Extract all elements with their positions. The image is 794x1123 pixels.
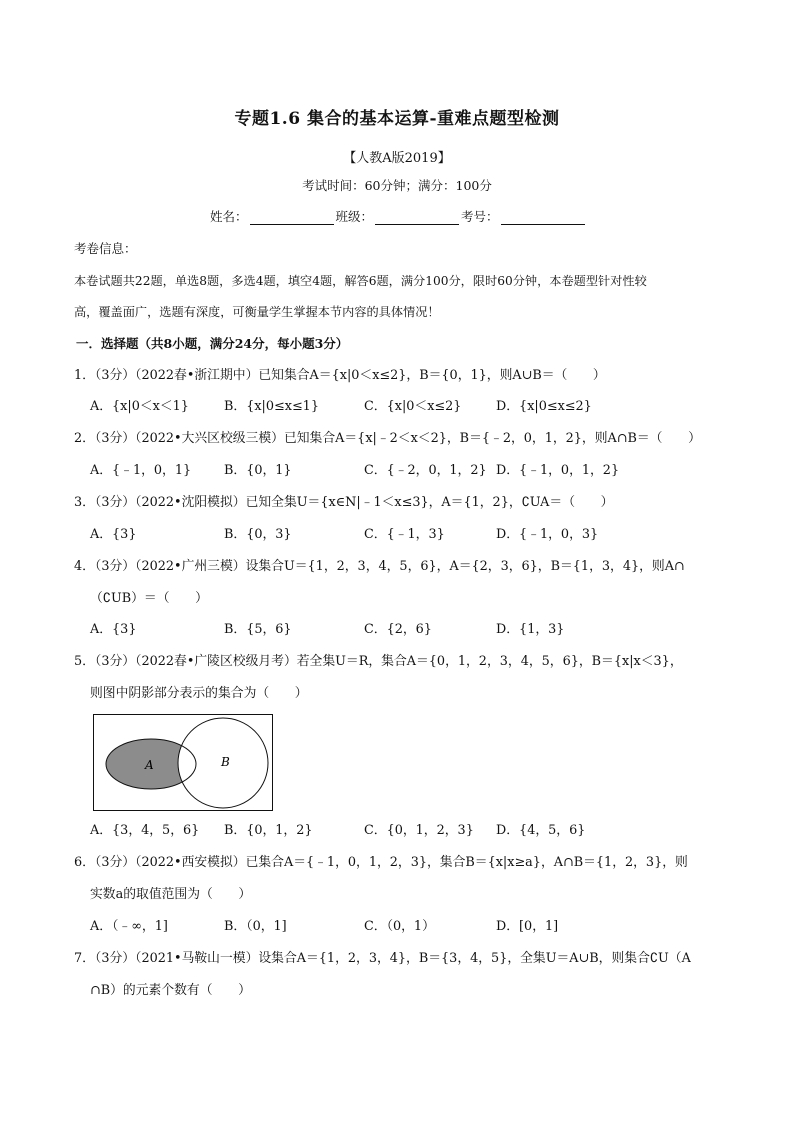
- question-stem: 5．（3分）（2022春•广陵区校级月考）若全集U＝R，集合A＝{0，1，2，3，4，5，6}，B＝{x|x＜3}，: [74, 654, 683, 669]
- question-stem: 4．（3分）（2022•广州三模）设集合U＝{1，2，3，4，5，6}，A＝{2，3，6}，B＝{1，3，4}，则A∩: [74, 559, 685, 574]
- info-line-1: 本卷试题共22题，单选8题，多选4题，填空4题，解答6题，满分100分，限时60分钟，本卷题型针对性较: [74, 274, 647, 288]
- option-a[interactable]: A．（﹣∞，1]: [90, 919, 168, 934]
- number-blank[interactable]: [501, 211, 585, 225]
- page-title: 专题1.6 集合的基本运算-重难点题型检测: [234, 109, 560, 129]
- option-c[interactable]: C．{﹣1，3}: [364, 527, 445, 542]
- option-c[interactable]: C．{x|0＜x≤2}: [364, 399, 462, 414]
- venn-diagram: [93, 714, 273, 811]
- class-blank[interactable]: [375, 211, 459, 225]
- option-c[interactable]: C．（0，1）: [364, 919, 435, 934]
- option-a[interactable]: A．{3，4，5，6}: [90, 823, 200, 838]
- option-b[interactable]: B．{0，1，2}: [224, 823, 313, 838]
- question-stem-continued: ∩B）的元素个数有（ ）: [90, 983, 251, 998]
- name-label: 姓名：: [210, 209, 248, 224]
- class-label: 班级：: [335, 209, 374, 224]
- set-a-label: A: [145, 758, 154, 772]
- option-a[interactable]: A．{x|0＜x＜1}: [90, 399, 189, 414]
- set-b-label: B: [221, 755, 230, 769]
- option-a[interactable]: A．{3}: [90, 622, 137, 637]
- question-stem: 2．（3分）（2022•大兴区校级三模）已知集合A＝{x|﹣2＜x＜2}，B＝{﹣2，0，1，2}，则A∩B＝（ ）: [74, 431, 701, 446]
- option-c[interactable]: C．{﹣2，0，1，2}: [364, 463, 487, 478]
- option-d[interactable]: D．{x|0≤x≤2}: [496, 399, 592, 414]
- option-b[interactable]: B．{0，3}: [224, 527, 292, 542]
- question-stem: 1．（3分）（2022春•浙江期中）已知集合A＝{x|0＜x≤2}，B＝{0，1}，则A∪B＝（ ）: [74, 368, 606, 383]
- option-d[interactable]: D．{1，3}: [496, 622, 565, 637]
- number-label: 考号：: [461, 209, 499, 224]
- option-c[interactable]: C．{2，6}: [364, 622, 432, 637]
- student-info-fields: [210, 207, 587, 225]
- option-a[interactable]: A．{3}: [90, 527, 137, 542]
- option-b[interactable]: B．{x|0≤x≤1}: [224, 399, 319, 414]
- option-d[interactable]: D．{4，5，6}: [496, 823, 586, 838]
- question-stem: 3．（3分）（2022•沈阳模拟）已知全集U＝{x∈N|﹣1＜x≤3}，A＝{1，2}，∁UA＝（ ）: [74, 495, 614, 510]
- question-stem: 7．（3分）（2021•马鞍山一模）设集合A＝{1，2，3，4}，B＝{3，4，5}，全集U＝A∪B，则集合∁U（A: [74, 951, 691, 966]
- option-c[interactable]: C．{0，1，2，3}: [364, 823, 474, 838]
- info-line-2: 高，覆盖面广，选题有深度，可衡量学生掌握本节内容的具体情况！: [74, 305, 440, 319]
- option-d[interactable]: D．[0，1]: [496, 919, 559, 934]
- info-heading: 考卷信息：: [74, 241, 137, 256]
- textbook-edition: 【人教A版2019】: [343, 151, 451, 166]
- question-stem-continued: 则图中阴影部分表示的集合为（ ）: [90, 686, 308, 701]
- option-d[interactable]: D．{﹣1，0，3}: [496, 527, 599, 542]
- question-stem-continued: 实数a的取值范围为（ ）: [90, 887, 252, 902]
- option-b[interactable]: B．（0，1]: [224, 919, 287, 934]
- section-heading: 一．选择题（共8小题，满分24分，每小题3分）: [76, 336, 349, 351]
- option-b[interactable]: B．{0，1}: [224, 463, 292, 478]
- question-stem-continued: （∁UB）＝（ ）: [90, 591, 208, 606]
- name-blank[interactable]: [250, 211, 334, 225]
- option-d[interactable]: D．{﹣1，0，1，2}: [496, 463, 620, 478]
- question-stem: 6．（3分）（2022•西安模拟）已集合A＝{﹣1，0，1，2，3}，集合B＝{x|x≥a}，A∩B＝{1，2，3}，则: [74, 855, 688, 870]
- option-a[interactable]: A．{﹣1，0，1}: [90, 463, 192, 478]
- option-b[interactable]: B．{5，6}: [224, 622, 292, 637]
- exam-time-info: 考试时间：60分钟；满分：100分: [302, 178, 492, 193]
